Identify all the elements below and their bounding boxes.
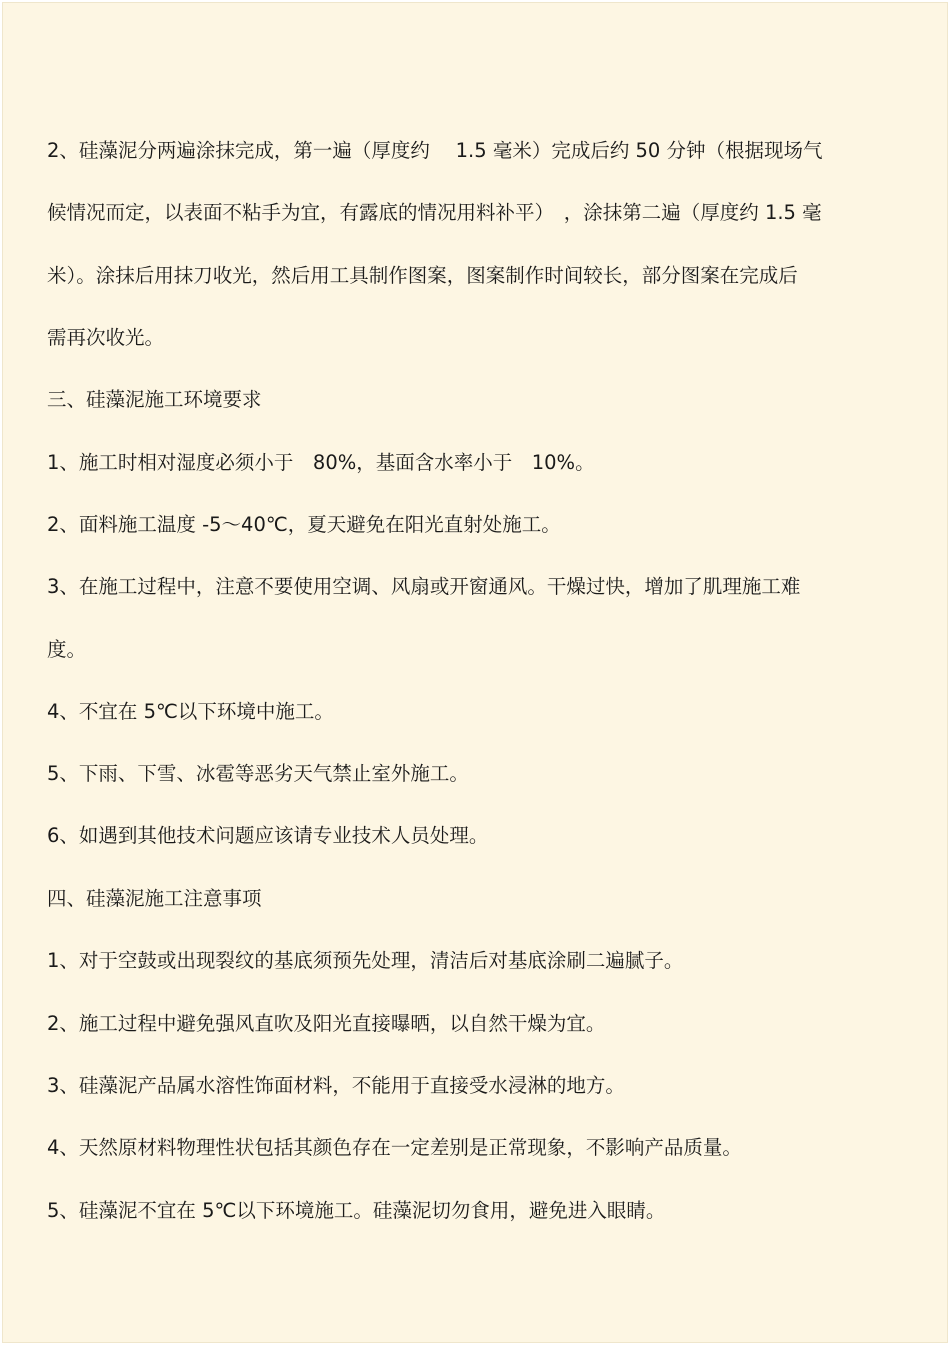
list-item-continuation: 度。 (47, 638, 87, 661)
list-item: 5、下雨、下雪、冰雹等恶劣天气禁止室外施工。 (47, 762, 469, 785)
paragraph-line: 2、硅藻泥分两遍涂抹完成，第一遍（厚度约 1.5 毫米）完成后约 50 分钟（根据现场气 (47, 139, 823, 162)
section-heading: 三、硅藻泥施工环境要求 (47, 388, 262, 411)
paragraph-line: 需再次收光。 (47, 326, 165, 349)
list-item: 6、如遇到其他技术问题应该请专业技术人员处理。 (47, 824, 489, 847)
list-item: 5、硅藻泥不宜在 5℃以下环境施工。硅藻泥切勿食用，避免进入眼睛。 (47, 1199, 666, 1222)
list-item: 4、不宜在 5℃以下环境中施工。 (47, 700, 334, 723)
list-item: 2、面料施工温度 -5～40℃，夏天避免在阳光直射处施工。 (47, 513, 561, 536)
document-page (2, 2, 948, 1343)
paragraph-line: 米）。涂抹后用抹刀收光，然后用工具制作图案，图案制作时间较长，部分图案在完成后 (47, 264, 798, 287)
list-item: 2、施工过程中避免强风直吹及阳光直接曝晒，以自然干燥为宜。 (47, 1012, 606, 1035)
list-item: 1、对于空鼓或出现裂纹的基底须预先处理，清洁后对基底涂刷二遍腻子。 (47, 949, 684, 972)
list-item: 4、天然原材料物理性状包括其颜色存在一定差别是正常现象，不影响产品质量。 (47, 1136, 742, 1159)
list-item: 1、施工时相对湿度必须小于 80%，基面含水率小于 10%。 (47, 451, 595, 474)
list-item: 3、硅藻泥产品属水溶性饰面材料，不能用于直接受水浸淋的地方。 (47, 1074, 625, 1097)
paragraph-line: 候情况而定，以表面不粘手为宜，有露底的情况用料补平） ，涂抹第二遍（厚度约 1.5 毫 (47, 201, 822, 224)
list-item: 3、在施工过程中，注意不要使用空调、风扇或开窗通风。干燥过快，增加了肌理施工难 (47, 575, 801, 598)
section-heading: 四、硅藻泥施工注意事项 (47, 887, 262, 910)
